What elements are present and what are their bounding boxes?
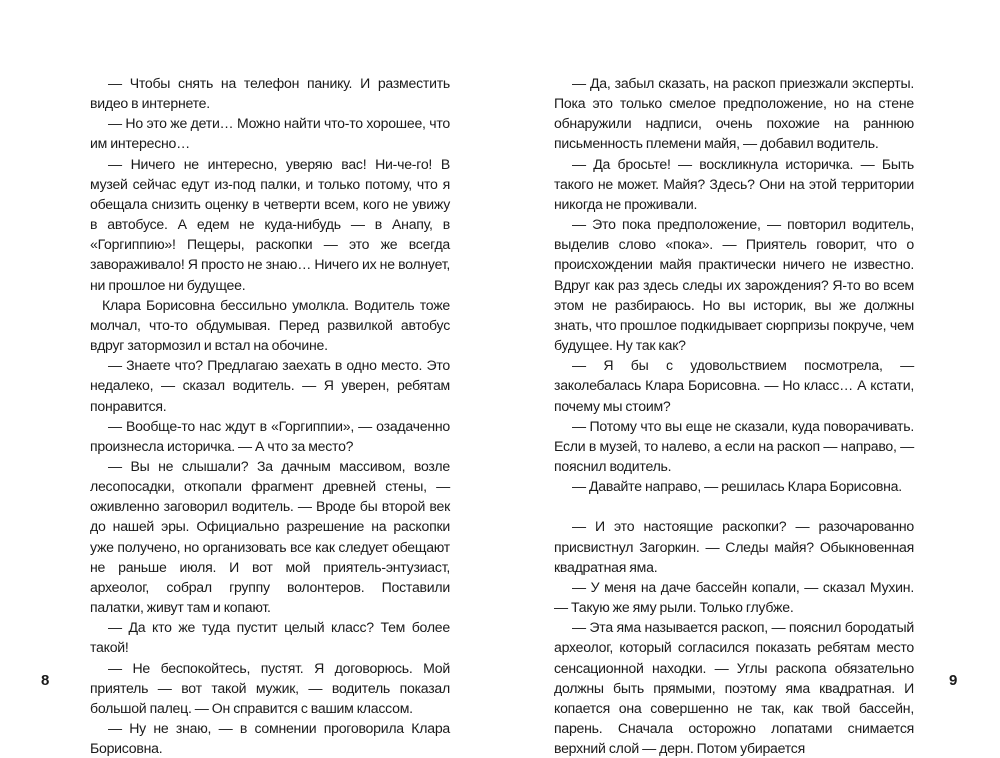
left-page-text bbox=[90, 73, 450, 758]
paragraph: — Эта яма называется раскоп, — пояснил бородатый археолог, который согласился показать ребятам место сенсационной находки. — Углы раскопа обязательно должны быть прямыми, поэтому яма квадратная. И копается она совершенно не так, как твой бассейн, парень. Сначала осторожно лопатами снимается верхний слой — дерн. Потом убирается bbox=[554, 619, 914, 757]
paragraph: — Да, забыл сказать, на раскоп приезжали эксперты. Пока это только смелое предположение, но на стене обнаружили надписи, очень похожие на раннюю письменность племени майя, — добавил водитель. bbox=[554, 75, 914, 152]
paragraph: — Но это же дети… Можно найти что-то хорошее, что им интересно… bbox=[90, 115, 450, 152]
paragraph: Клара Борисовна бессильно умолкла. Водитель тоже молчал, что-то обдумывая. Перед развилкой автобус вдруг затормозил и встал на обочине. bbox=[90, 296, 450, 354]
right-page bbox=[500, 0, 1000, 757]
right-page-text bbox=[554, 73, 914, 758]
paragraph: — Это пока предположение, — повторил водитель, выделив слово «пока». — Приятель говорит, что о происхождении майя практически ничего не известно. Вдруг как раз здесь следы их зарождения? Я-то во всем этом не разбираюсь. Но вы историк, вы же должны знать, что прошлое подкидывает сюрпризы покруче, чем будущее. Ну так как? bbox=[554, 216, 914, 354]
paragraph: — Чтобы снять на телефон панику. И разместить видео в интернете. bbox=[90, 75, 450, 112]
page-number: 8 bbox=[41, 672, 50, 689]
paragraph: — Я бы с удовольствием посмотрела, — заколебалась Клара Борисовна. — Но класс… А кстати, почему мы стоим? bbox=[554, 357, 914, 414]
paragraph: — И это настоящие раскопки? — разочарованно присвистнул Загоркин. — Следы майя? Обыкновенная квадратная яма. bbox=[554, 518, 914, 575]
paragraph: — Да бросьте! — воскликнула историчка. — Быть такого не может. Майя? Здесь? Они на этой территории никогда не проживали. bbox=[554, 155, 914, 212]
paragraph: — Вы не слышали? За дачным массивом, возле лесопосадки, откопали фрагмент древней стены, — оживленно заговорил водитель. — Вроде бы второй век до нашей эры. Официально разрешение на раскопки уже получено, но организовать все как следует обещают не раньше июля. И вот мой приятель-энтузиаст, археолог, собрал группу волонтеров. Поставили палатки, живут там и копают. bbox=[90, 457, 450, 616]
paragraph: — Давайте направо, — решилась Клара Борисовна. bbox=[572, 478, 902, 495]
paragraph: — Не беспокойтесь, пустят. Я договорюсь. Мой приятель — вот такой мужик, — водитель показал большой палец. — Он справится с вашим классом. bbox=[90, 659, 450, 716]
paragraph: — У меня на даче бассейн копали, — сказал Мухин. — Такую же яму рыли. Только глубже. bbox=[554, 578, 914, 616]
paragraph: — Знаете что? Предлагаю заехать в одно место. Это недалеко, — сказал водитель. — Я уверен, ребятам понравится. bbox=[90, 357, 450, 414]
paragraph: — Да кто же туда пустит целый класс? Тем более такой! bbox=[90, 619, 450, 656]
page-number: 9 bbox=[949, 672, 958, 689]
paragraph: — Ничего не интересно, уверяю вас! Ни-че-го! В музей сейчас едут из-под палки, и только потому, что я обещала снизить оценку в четверти всем, кого не увижу в автобусе. А едем не куда-нибудь — в Анапу, в «Горгиппию»! Пещеры, раскопки — это же всегда завораживало! Я просто не знаю… Ничего их не волнует, ни прошлое ни будущее. bbox=[90, 155, 450, 293]
section-break bbox=[554, 496, 914, 516]
left-page bbox=[0, 0, 500, 757]
paragraph: — Вообще-то нас ждут в «Горгиппии», — озадаченно произнесла историчка. — А что за место? bbox=[90, 417, 450, 454]
paragraph: — Потому что вы еще не сказали, куда поворачивать. Если в музей, то налево, а если на раскоп — направо, — пояснил водитель. bbox=[554, 417, 914, 474]
paragraph: — Ну не знаю, — в сомнении проговорила Клара Борисовна. bbox=[90, 720, 450, 757]
